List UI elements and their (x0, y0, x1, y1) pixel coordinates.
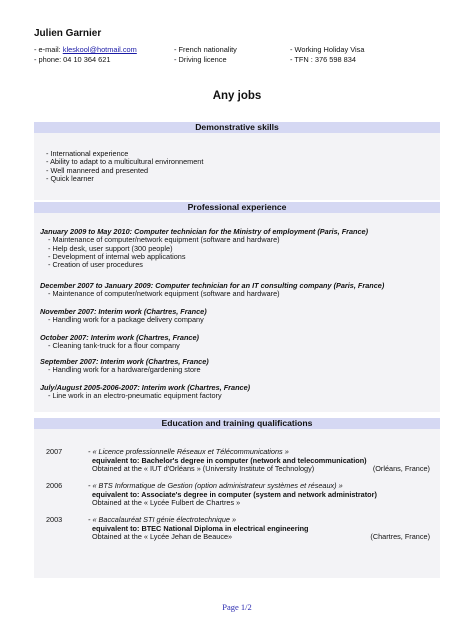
list-item: - Development of internal web applications (40, 253, 368, 261)
job-tasks (40, 316, 207, 324)
list-item: - Line work in an electro-pneumatic equipment factory (40, 392, 250, 400)
job-tasks (40, 236, 368, 269)
job-entry (40, 228, 368, 269)
education-year: 2003 (46, 515, 63, 524)
diploma-place: (Orléans, France) (372, 464, 430, 474)
job-title: July/August 2005-2006-2007: Interim work (Chartres, France) (40, 383, 251, 392)
list-item: - Handling work for a hardware/gardening store (40, 366, 209, 374)
job-entry (40, 308, 207, 325)
email-link[interactable]: kleskool@hotmail.com (62, 45, 137, 54)
job-tasks (40, 392, 250, 400)
diploma-obtained (88, 465, 430, 474)
list-item: - Help desk, user support (300 people) (40, 245, 368, 253)
visa: - Working Holiday Visa (290, 45, 365, 54)
education-details (88, 516, 430, 542)
diploma-obtained (88, 499, 430, 508)
list-item: - Creation of user procedures (40, 261, 368, 269)
phone-row: - phone: 04 10 364 621 (34, 55, 111, 64)
list-item: - Maintenance of computer/network equipment (software and hardware) (40, 290, 384, 298)
diploma-school: Obtained at the « Lycée Jehan de Beauce» (92, 532, 233, 542)
experience-heading: Professional experience (34, 202, 440, 213)
job-entry (40, 384, 250, 401)
diploma-obtained (88, 533, 430, 542)
job-entry (40, 282, 384, 299)
list-item: - Ability to adapt to a multicultural environnement (46, 158, 203, 166)
job-tasks (40, 342, 199, 350)
diploma-school: Obtained at the « Lycée Fulbert de Chartres » (92, 498, 241, 508)
nationality: - French nationality (174, 45, 237, 54)
diploma-name: - « BTS Informatique de Gestion (option administrateur systèmes et réseaux) » (88, 481, 343, 490)
education-details (88, 482, 430, 508)
list-item: - Maintenance of computer/network equipment (software and hardware) (40, 236, 368, 244)
diploma-place: (Chartres, France) (370, 532, 430, 542)
contact-col-2 (174, 45, 237, 65)
diploma-equivalent: equivalent to: Bachelor's degree in computer (network and telecommunication) (92, 455, 367, 465)
job-tasks (40, 290, 384, 298)
contact-col-1 (34, 45, 137, 65)
job-title: December 2007 to January 2009: Computer technician for an IT consulting company (Paris, France) (40, 281, 385, 290)
job-title: November 2007: Interim work (Chartres, France) (40, 307, 207, 316)
page-title: Any jobs (212, 90, 262, 102)
tfn: - TFN : 376 598 834 (290, 55, 357, 64)
education-year: 2007 (46, 447, 63, 456)
diploma-school: Obtained at the « IUT d'Orléans » (University Institute of Technology) (92, 464, 315, 474)
job-entry (40, 358, 209, 375)
list-item: - International experience (46, 150, 203, 158)
candidate-name: Julien Garnier (34, 28, 102, 39)
education-heading: Education and training qualifications (34, 418, 440, 429)
list-item: - Cleaning tank-truck for a flour company (40, 342, 199, 350)
skills-heading: Demonstrative skills (34, 122, 440, 133)
diploma-name: - « Baccalauréat STI génie électrotechnique » (88, 515, 237, 524)
list-item: - Handling work for a package delivery company (40, 316, 207, 324)
contact-info (0, 45, 474, 67)
skills-list (46, 150, 203, 183)
email-row (34, 45, 137, 55)
email-label: - e-mail: (34, 45, 63, 54)
job-tasks (40, 366, 209, 374)
diploma-equivalent: equivalent to: Associate's degree in computer (system and network administrator) (92, 489, 377, 499)
diploma-name: - « Licence professionnelle Réseaux et Télécommunications » (88, 447, 289, 456)
contact-col-3 (290, 45, 364, 65)
list-item: - Well mannered and presented (46, 167, 203, 175)
diploma-equivalent: equivalent to: BTEC National Diploma in electrical engineering (92, 523, 309, 533)
job-entry (40, 334, 199, 351)
driving-licence: - Driving licence (174, 55, 227, 64)
education-details (88, 448, 430, 474)
job-title: September 2007: Interim work (Chartres, France) (40, 357, 209, 366)
education-year: 2006 (46, 481, 63, 490)
job-title: October 2007: Interim work (Chartres, France) (40, 333, 199, 342)
list-item: - Quick learner (46, 175, 203, 183)
page-number: Page 1/2 (222, 602, 252, 612)
job-title: January 2009 to May 2010: Computer technician for the Ministry of employment (Paris, France) (40, 227, 369, 236)
